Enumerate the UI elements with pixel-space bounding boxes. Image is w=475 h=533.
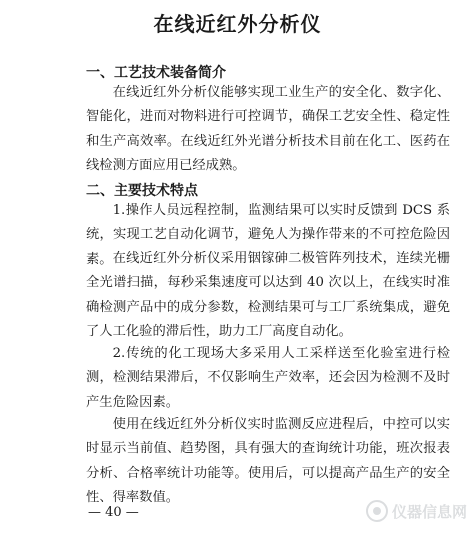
page-title: 在线近红外分析仪 xyxy=(153,12,322,36)
page-number: — 40 — xyxy=(88,505,139,520)
section-heading-intro: 一、工艺技术装备简介 xyxy=(86,65,226,81)
paragraph-feature-1: 1.操作人员远程控制，监测结果可以实时反馈到 DCS 系统，实现工艺自动化调节，避免人为操作带来的不可控危险因素。 xyxy=(86,203,450,267)
paragraph-feature-2-detail: 使用在线近红外分析仪实时监测反应进程后，中控可以实时显示当前值、趋势图，具有强大的查询统计功能，班次报表分析、合格率统计功能等。使用后，可以提高产品生产的安全性、得率数值。 xyxy=(86,417,450,505)
watermark-text: 仪器信息网 xyxy=(391,502,467,521)
watermark xyxy=(366,500,467,522)
section-heading-features: 二、主要技术特点 xyxy=(86,183,198,199)
paragraph-intro: 在线近红外分析仪能够实现工业生产的安全化、数字化、智能化，进而对物料进行可控调节，确保工艺安全性、稳定性和生产高效率。在线近红外光谱分析技术目前在化工、医药在线检测方面应用已经成熟。 xyxy=(86,85,450,173)
paragraph-feature-2: 2.传统的化工现场大多采用人工采样送至化验室进行检测，检测结果滞后，不仅影响生产效率，还会因为检测不及时产生危险因素。 xyxy=(86,346,450,410)
paragraph-feature-1-detail: 在线近红外分析仪采用铟镓砷二极管阵列技术，连续光栅全光谱扫描，每秒采集速度可以达到 40 次以上，在线实时准确检测产品中的成分参数，检测结果可与工厂系统集成，避免了人工化验的滞后性，助力工厂高度自动化。 xyxy=(86,251,450,339)
logo-icon xyxy=(366,500,388,522)
